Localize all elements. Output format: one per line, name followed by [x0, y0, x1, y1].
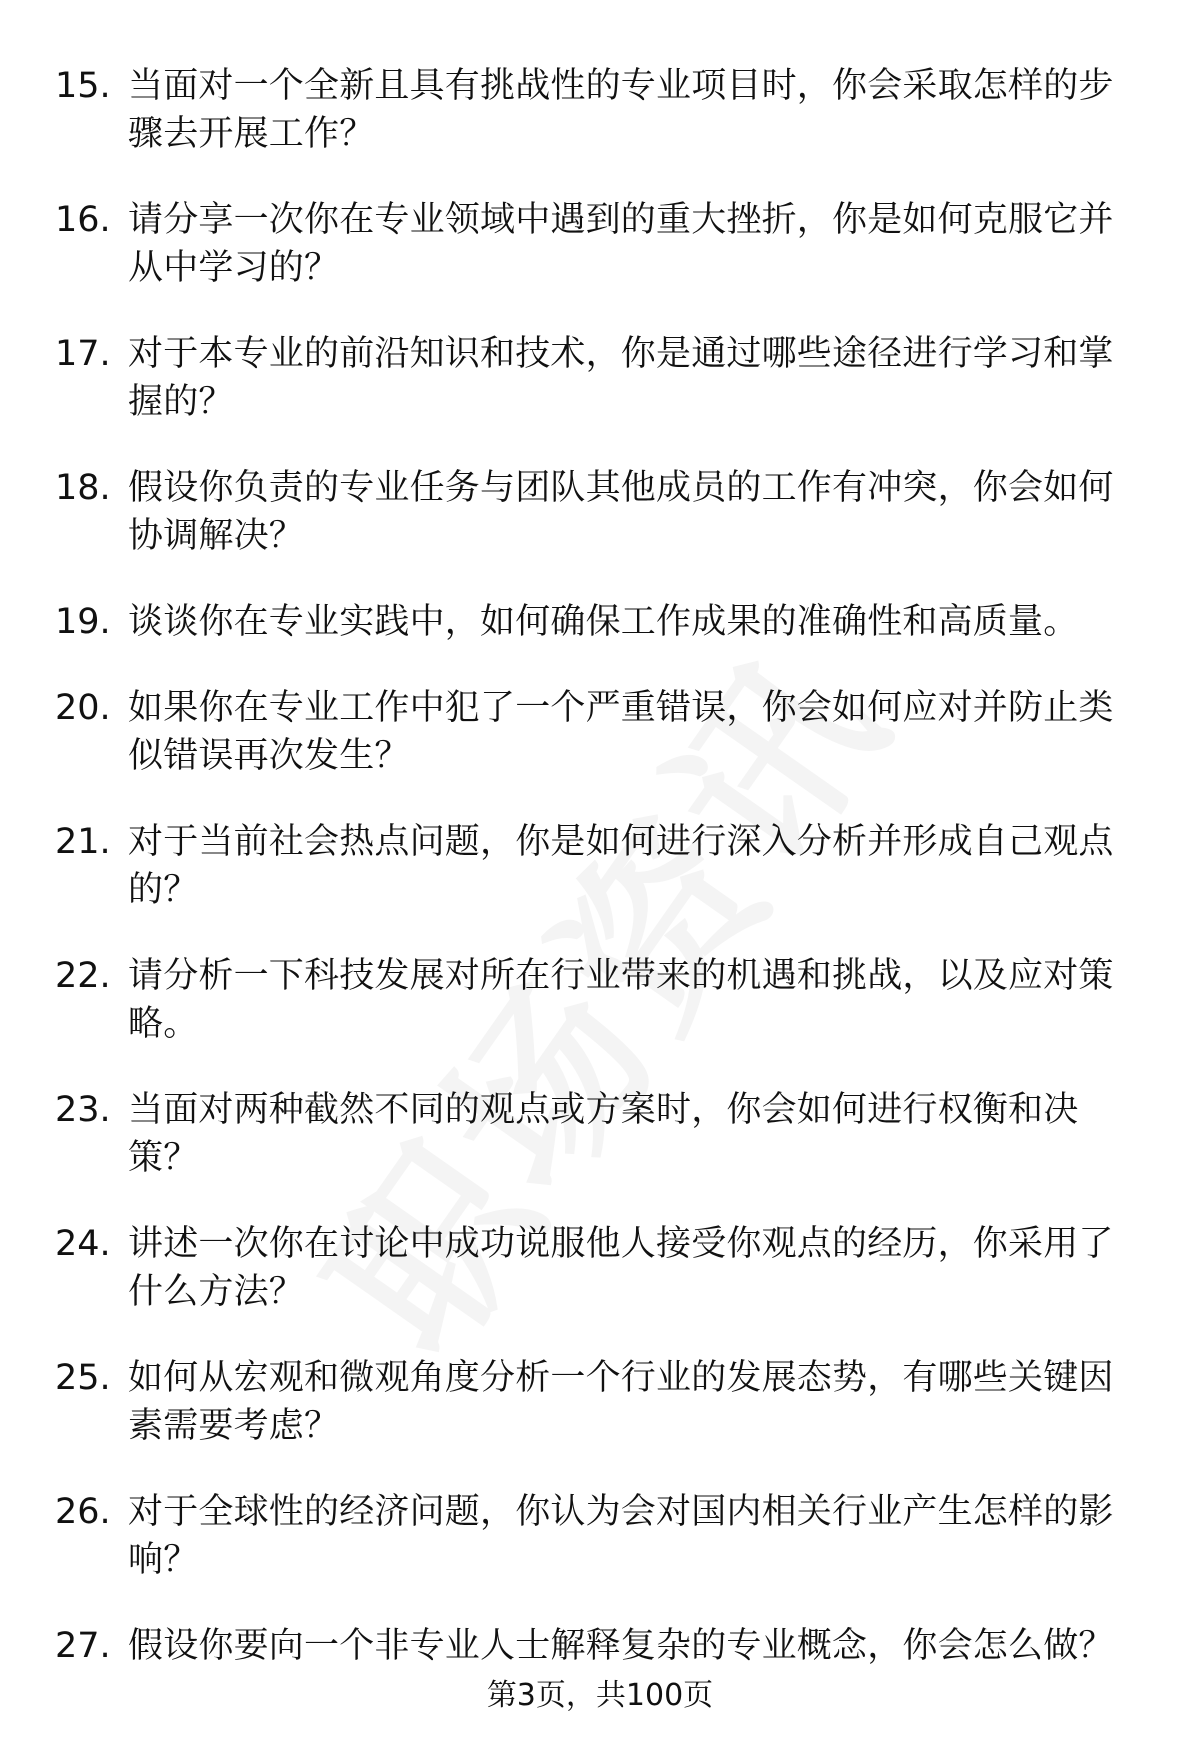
question-text: 当面对两种截然不同的观点或方案时，你会如何进行权衡和决策？ — [128, 1090, 1079, 1178]
question-text: 谈谈你在专业实践中，如何确保工作成果的准确性和高质量。 — [128, 602, 1079, 642]
question-item — [55, 598, 1135, 646]
question-item — [55, 196, 1135, 292]
question-text: 请分享一次你在专业领域中遇到的重大挫折，你是如何克服它并从中学习的？ — [128, 200, 1114, 288]
question-number: 18. — [55, 468, 111, 508]
question-item — [55, 818, 1135, 914]
question-number: 19. — [55, 602, 111, 642]
question-item — [55, 1488, 1135, 1584]
question-number: 23. — [55, 1090, 111, 1130]
question-number: 21. — [55, 822, 111, 862]
question-item — [55, 684, 1135, 780]
question-text: 对于全球性的经济问题，你认为会对国内相关行业产生怎样的影响？ — [128, 1492, 1114, 1580]
question-text: 对于当前社会热点问题，你是如何进行深入分析并形成自己观点的？ — [128, 822, 1114, 910]
question-number: 24. — [55, 1224, 111, 1264]
question-item — [55, 1220, 1135, 1316]
question-text: 请分析一下科技发展对所在行业带来的机遇和挑战，以及应对策略。 — [128, 956, 1114, 1044]
question-item — [55, 464, 1135, 560]
question-item — [55, 1622, 1135, 1670]
question-number: 15. — [55, 66, 111, 106]
question-text: 如何从宏观和微观角度分析一个行业的发展态势，有哪些关键因素需要考虑？ — [128, 1358, 1114, 1446]
question-item — [55, 1354, 1135, 1450]
question-number: 25. — [55, 1358, 111, 1398]
question-list — [55, 62, 1135, 1708]
question-number: 22. — [55, 956, 111, 996]
question-number: 26. — [55, 1492, 111, 1532]
page-number-footer: 第3页，共100页 — [486, 1678, 714, 1713]
question-item — [55, 952, 1135, 1048]
question-number: 16. — [55, 200, 111, 240]
question-text: 讲述一次你在讨论中成功说服他人接受你观点的经历，你采用了什么方法？ — [128, 1224, 1114, 1312]
question-text: 假设你负责的专业任务与团队其他成员的工作有冲突，你会如何协调解决？ — [128, 468, 1114, 556]
question-item — [55, 62, 1135, 158]
question-text: 对于本专业的前沿知识和技术，你是通过哪些途径进行学习和掌握的？ — [128, 334, 1114, 422]
question-text: 如果你在专业工作中犯了一个严重错误，你会如何应对并防止类似错误再次发生？ — [128, 688, 1114, 776]
question-number: 17. — [55, 334, 111, 374]
question-text: 当面对一个全新且具有挑战性的专业项目时，你会采取怎样的步骤去开展工作？ — [128, 66, 1114, 154]
question-item — [55, 1086, 1135, 1182]
question-item — [55, 330, 1135, 426]
question-number: 20. — [55, 688, 111, 728]
question-text: 假设你要向一个非专业人士解释复杂的专业概念，你会怎么做？ — [128, 1626, 1114, 1666]
question-number: 27. — [55, 1626, 111, 1666]
